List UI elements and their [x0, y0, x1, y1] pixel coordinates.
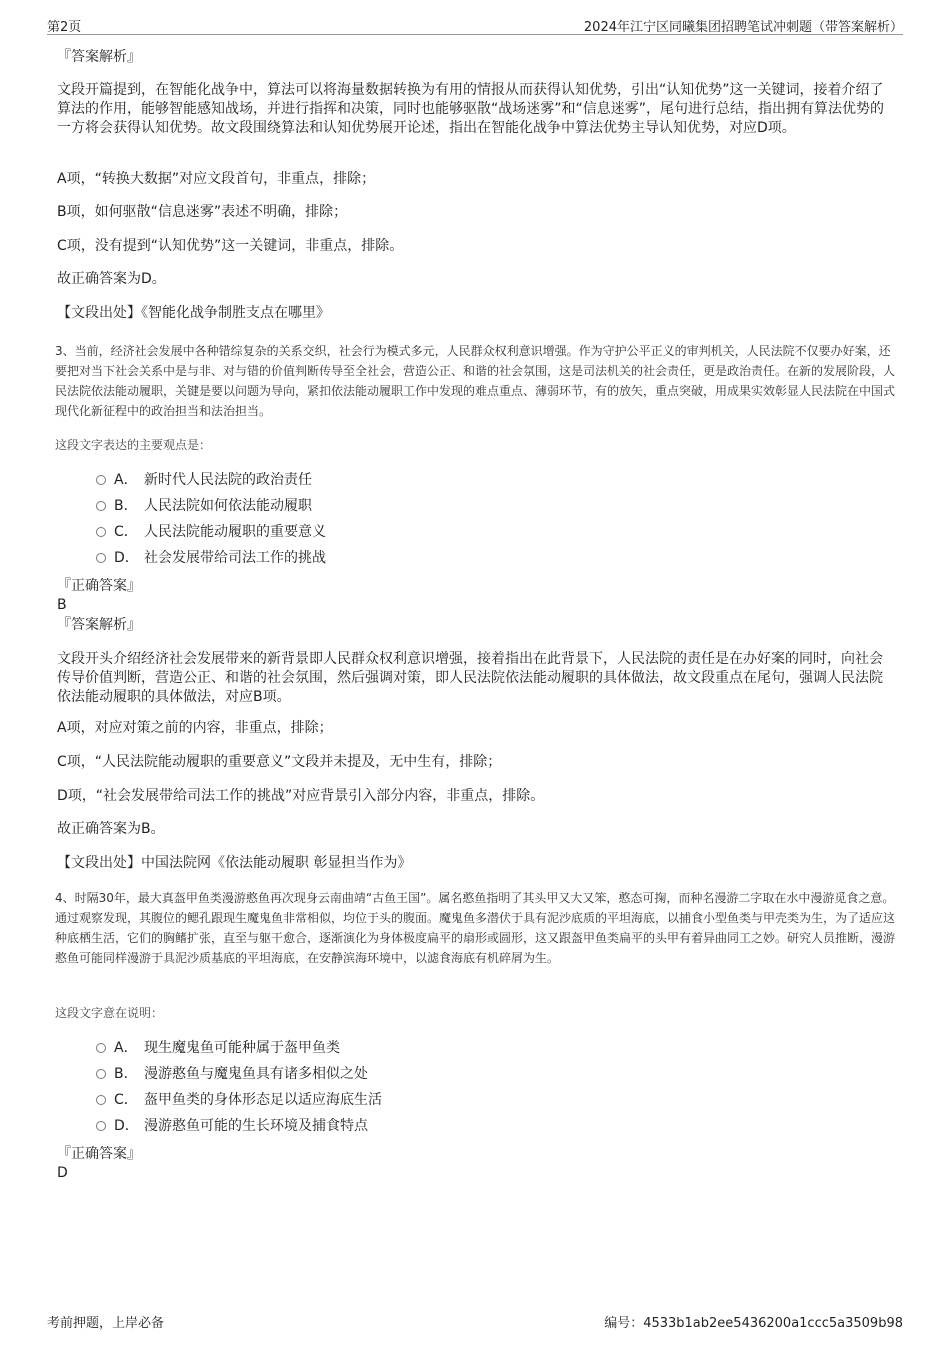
analysis-option-a: A项，“转换大数据”对应文段首句，非重点，排除； [57, 171, 376, 187]
analysis-conclusion: 故正确答案为B。 [57, 821, 165, 837]
source-citation: 【文段出处】中国法院网《依法能动履职 彰显担当作为》 [57, 855, 412, 871]
question-3-text: 3、当前，经济社会发展中各种错综复杂的关系交织，社会行为模式多元，人民群众权利意识增强。作为守护公平正义的审判机关，人民法院不仅要办好案，还要把对当下社会关系中是与非、对与错的价值判断传导至全社会，营造公正、和谐的社会氛围，这是司法机关的社会责任，更是政治责任。在新的发展阶段，人民法院依法能动履职，关键是要以问题为导向，紧扣依法能动履职工作中发现的难点重点、薄弱环节，有的放矢，重点突破，用成果实效彰显人民法院在中国式现代化新征程中的政治担当和法治担当。 [55, 344, 896, 418]
document-title: 2024年江宁区同曦集团招聘笔试冲刺题（带答案解析） [583, 20, 903, 35]
radio-icon[interactable] [96, 501, 106, 511]
answer-label: 『正确答案』 [57, 1146, 141, 1162]
question-4-text: 4、时隔30年，最大真盔甲鱼类漫游憨鱼再次现身云南曲靖“古鱼王国”。属名憨鱼指明了其头甲又大又笨，憨态可掬，而种名漫游二字取在水中漫游觅食之意。通过观察发现，其腹位的鳃孔跟现生魔鬼鱼非常相似，均位于头的腹面。魔鬼鱼多潜伏于具有泥沙底质的平坦海底，以捕食小型鱼类与甲壳类为生，为了适应这种底栖生活，它们的胸鳍扩张，直至与躯干愈合，逐渐演化为身体极度扁平的扇形或圆形，这又跟盔甲鱼类扁平的头甲有着异曲同工之妙。研究人员推断，漫游憨鱼可能同样漫游于具泥沙质基底的平坦海底，在安静滨海环境中，以滤食海底有机碎屑为生。 [55, 891, 896, 965]
page-number: 第2页 [47, 20, 82, 35]
analysis-text: 文段开头介绍经济社会发展带来的新背景即人民群众权利意识增强，接着指出在此背景下，人民法院的责任是在办好案的同时，向社会传导价值判断，营造公正、和谐的社会氛围，然后强调对策，即人民法院依法能动履职的具体做法，故文段重点在尾句，强调人民法院依法能动履职的具体做法，对应B项。 [57, 651, 883, 705]
radio-icon[interactable] [96, 553, 106, 563]
q3-option-d[interactable]: D． 社会发展带给司法工作的挑战 [96, 548, 326, 568]
analysis-option-a: A项，对应对策之前的内容，非重点，排除； [57, 720, 333, 736]
q4-option-d[interactable]: D． 漫游憨鱼可能的生长环境及捕食特点 [96, 1116, 368, 1136]
answer-value: D [57, 1165, 68, 1181]
radio-icon[interactable] [96, 1121, 106, 1131]
radio-icon[interactable] [96, 1043, 106, 1053]
document-id: 编号：4533b1ab2ee5436200a1ccc5a3509b98 [604, 1316, 903, 1331]
page-header [47, 14, 903, 35]
source-citation: 【文段出处】《智能化战争制胜支点在哪里》 [57, 305, 330, 321]
q4-option-b[interactable]: B． 漫游憨鱼与魔鬼鱼具有诸多相似之处 [96, 1064, 368, 1084]
answer-value: B [57, 597, 67, 613]
q3-option-b[interactable]: B． 人民法院如何依法能动履职 [96, 496, 312, 516]
q4-option-a[interactable]: A． 现生魔鬼鱼可能种属于盔甲鱼类 [96, 1038, 340, 1058]
radio-icon[interactable] [96, 475, 106, 485]
radio-icon[interactable] [96, 1095, 106, 1105]
analysis-option-b: B项，如何驱散“信息迷雾”表述不明确，排除； [57, 204, 348, 220]
question-4-prompt: 这段文字意在说明： [55, 1006, 164, 1020]
analysis-label: 『答案解析』 [57, 49, 141, 65]
question-3-prompt: 这段文字表达的主要观点是： [55, 438, 212, 452]
analysis-conclusion: 故正确答案为D。 [57, 271, 166, 287]
answer-label: 『正确答案』 [57, 578, 141, 594]
radio-icon[interactable] [96, 1069, 106, 1079]
analysis-text: 文段开篇提到，在智能化战争中，算法可以将海量数据转换为有用的情报从而获得认知优势，引出“认知优势”这一关键词，接着介绍了算法的作用，能够智能感知战场，并进行指挥和决策，同时也能够驱散“战场迷雾”和“信息迷雾”，尾句进行总结，指出拥有算法优势的一方将会获得认知优势。故文段围绕算法和认知优势展开论述，指出在智能化战争中算法优势主导认知优势，对应D项。 [57, 82, 885, 136]
radio-icon[interactable] [96, 527, 106, 537]
analysis-option-c: C项，“人民法院能动履职的重要意义”文段并未提及，无中生有，排除； [57, 754, 502, 770]
q3-option-c[interactable]: C． 人民法院能动履职的重要意义 [96, 522, 326, 542]
q3-option-a[interactable]: A． 新时代人民法院的政治责任 [96, 470, 312, 490]
analysis-option-c: C项，没有提到“认知优势”这一关键词，非重点，排除。 [57, 238, 404, 254]
analysis-option-d: D项，“社会发展带给司法工作的挑战”对应背景引入部分内容，非重点，排除。 [57, 788, 545, 804]
footer-slogan: 考前押题，上岸必备 [47, 1316, 165, 1331]
q4-option-c[interactable]: C． 盔甲鱼类的身体形态足以适应海底生活 [96, 1090, 382, 1110]
analysis-label: 『答案解析』 [57, 617, 141, 633]
